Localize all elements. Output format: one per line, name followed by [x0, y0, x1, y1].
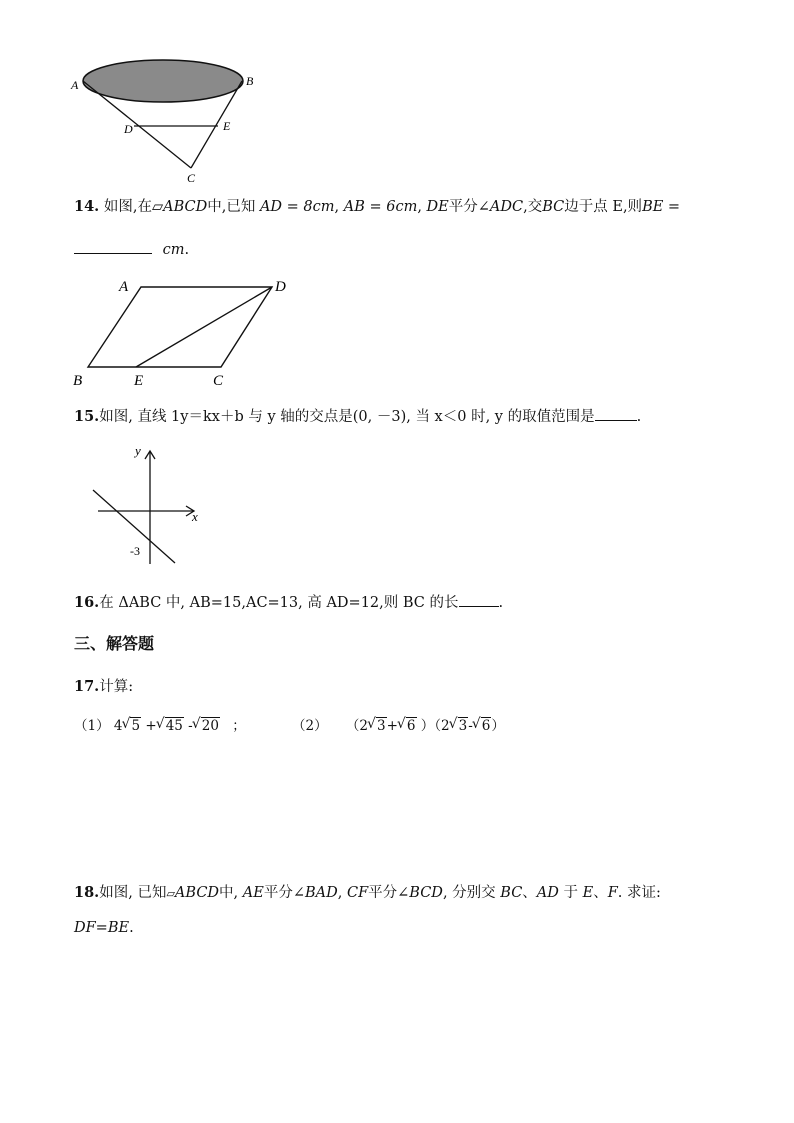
question-15 — [74, 406, 641, 427]
q18-text: 、 — [522, 885, 537, 901]
answer-blank[interactable] — [595, 406, 637, 421]
sqrt-expression — [473, 716, 492, 736]
answer-blank[interactable] — [74, 239, 152, 254]
radicand: 6 — [406, 718, 416, 734]
question-number: 18. — [74, 884, 100, 901]
q14-sep: , — [417, 199, 422, 215]
parallelogram-symbol: ▱ — [151, 199, 164, 215]
para-label-a: A — [119, 279, 129, 295]
operator: + — [145, 718, 157, 734]
cone-label-e: E — [223, 119, 231, 133]
q14-abcd: ABCD — [163, 199, 208, 215]
q14-text: 中,已知 — [207, 199, 256, 215]
q18-text: 中, — [219, 885, 239, 901]
axes-figure — [85, 440, 215, 570]
cone-label-d: D — [124, 122, 133, 136]
question-17 — [74, 677, 133, 697]
radicand: 45 — [165, 718, 183, 734]
question-16 — [74, 592, 503, 613]
operator: - — [468, 718, 473, 734]
radicand: 5 — [131, 718, 141, 734]
q18-text: . 求证: — [617, 885, 661, 901]
radicand: 6 — [481, 718, 491, 734]
q18-period: . — [129, 920, 134, 936]
coef: 4 — [113, 718, 123, 734]
separator: ； — [232, 718, 246, 734]
sqrt-expression — [122, 716, 141, 736]
radicand: 3 — [377, 718, 386, 734]
q18-bad: BAD — [304, 885, 338, 901]
q18-ad: AD — [536, 885, 559, 901]
q14-text: 边于点 E,则 — [564, 199, 643, 215]
q18-sep: , — [337, 885, 343, 901]
cone-figure — [68, 58, 268, 188]
para-label-c: C — [213, 373, 224, 389]
q14-ab: AB = 6cm — [343, 199, 418, 215]
radicand: 3 — [458, 718, 468, 734]
q18-text: 平分∠ — [263, 885, 305, 901]
question-number: 17. — [74, 678, 100, 695]
q18-text: 于 — [563, 885, 579, 901]
q18-text: 平分∠ — [368, 885, 410, 901]
cone-top-ellipse — [83, 60, 243, 102]
parallelogram-figure — [68, 274, 298, 394]
q14-period: . — [184, 242, 190, 258]
q18-bc: BC — [500, 885, 523, 901]
axis-label-y: y — [135, 443, 141, 458]
paren-close: ） — [491, 718, 505, 734]
q14-ad: AD = 8cm — [259, 199, 335, 215]
question-number: 15. — [74, 408, 100, 425]
sqrt-expression — [368, 716, 387, 736]
part-1-label: （1） — [74, 718, 110, 734]
q14-text: 平分 — [448, 199, 478, 215]
q16-period: . — [498, 595, 504, 611]
q18-text: 、 — [593, 885, 608, 901]
paren-open: （2 — [345, 718, 368, 734]
cone-label-a: A — [71, 78, 79, 92]
q18-proof: DF=BE — [74, 920, 130, 936]
q18-bcd: BCD — [409, 885, 443, 901]
q18-text: 如图, 已知 — [99, 885, 167, 901]
q18-f: F — [607, 885, 618, 901]
question-14 — [74, 197, 680, 217]
q18-abcd: ABCD — [174, 885, 220, 901]
parallelogram-symbol: ▱ — [166, 887, 175, 900]
q18-cf: CF — [346, 885, 369, 901]
operator: + — [386, 718, 398, 734]
cone-label-c: C — [187, 171, 196, 185]
sqrt-expression — [398, 716, 417, 736]
q18-ae: AE — [242, 885, 264, 901]
question-18 — [74, 883, 661, 904]
q18-text: , 分别交 — [442, 885, 496, 901]
question-number: 16. — [74, 594, 100, 611]
question-number: 14. — [74, 198, 100, 215]
para-label-e: E — [134, 373, 144, 389]
operator: - — [188, 718, 193, 734]
paren-open: （2 — [434, 718, 450, 734]
parallelogram-abcd — [88, 287, 272, 367]
answer-blank[interactable] — [459, 592, 499, 607]
q14-unit: cm — [162, 242, 185, 258]
sqrt-expression — [450, 716, 469, 736]
part-2-label: （2） — [292, 718, 328, 734]
segment-de — [136, 287, 272, 367]
para-label-d: D — [275, 279, 286, 295]
q18-e: E — [582, 885, 594, 901]
question-18-proof — [74, 918, 134, 938]
q14-angle: ∠ADC — [477, 199, 524, 215]
q14-bc: BC — [542, 199, 565, 215]
sqrt-expression — [157, 716, 184, 736]
question-14-answer-line — [74, 239, 189, 260]
radicand: 20 — [201, 718, 219, 734]
q14-be: BE = — [642, 199, 681, 215]
q17-text: 计算: — [99, 679, 134, 695]
axis-label-x: x — [192, 509, 198, 524]
question-17-parts — [74, 716, 505, 736]
para-label-b: B — [73, 373, 83, 389]
cone-label-b: B — [246, 74, 254, 88]
q15-period: . — [636, 409, 642, 425]
q14-sep: , — [334, 199, 340, 215]
sqrt-expression — [193, 716, 220, 736]
q14-de: DE — [426, 199, 449, 215]
paren-close: ） — [420, 718, 435, 734]
q15-text: 如图, 直线 1y＝kx＋b 与 y 轴的交点是(0, －3), 当 x＜0 时, y 的取值范围是 — [99, 409, 595, 425]
q16-text: 在 ΔABC 中, AB=15,AC=13, 高 AD=12,则 BC 的长 — [99, 595, 459, 611]
intercept-label: -3 — [130, 544, 140, 558]
q14-text: 如图,在 — [103, 199, 152, 215]
section-heading: 三、解答题 — [74, 634, 155, 653]
q14-text: ,交 — [523, 199, 543, 215]
